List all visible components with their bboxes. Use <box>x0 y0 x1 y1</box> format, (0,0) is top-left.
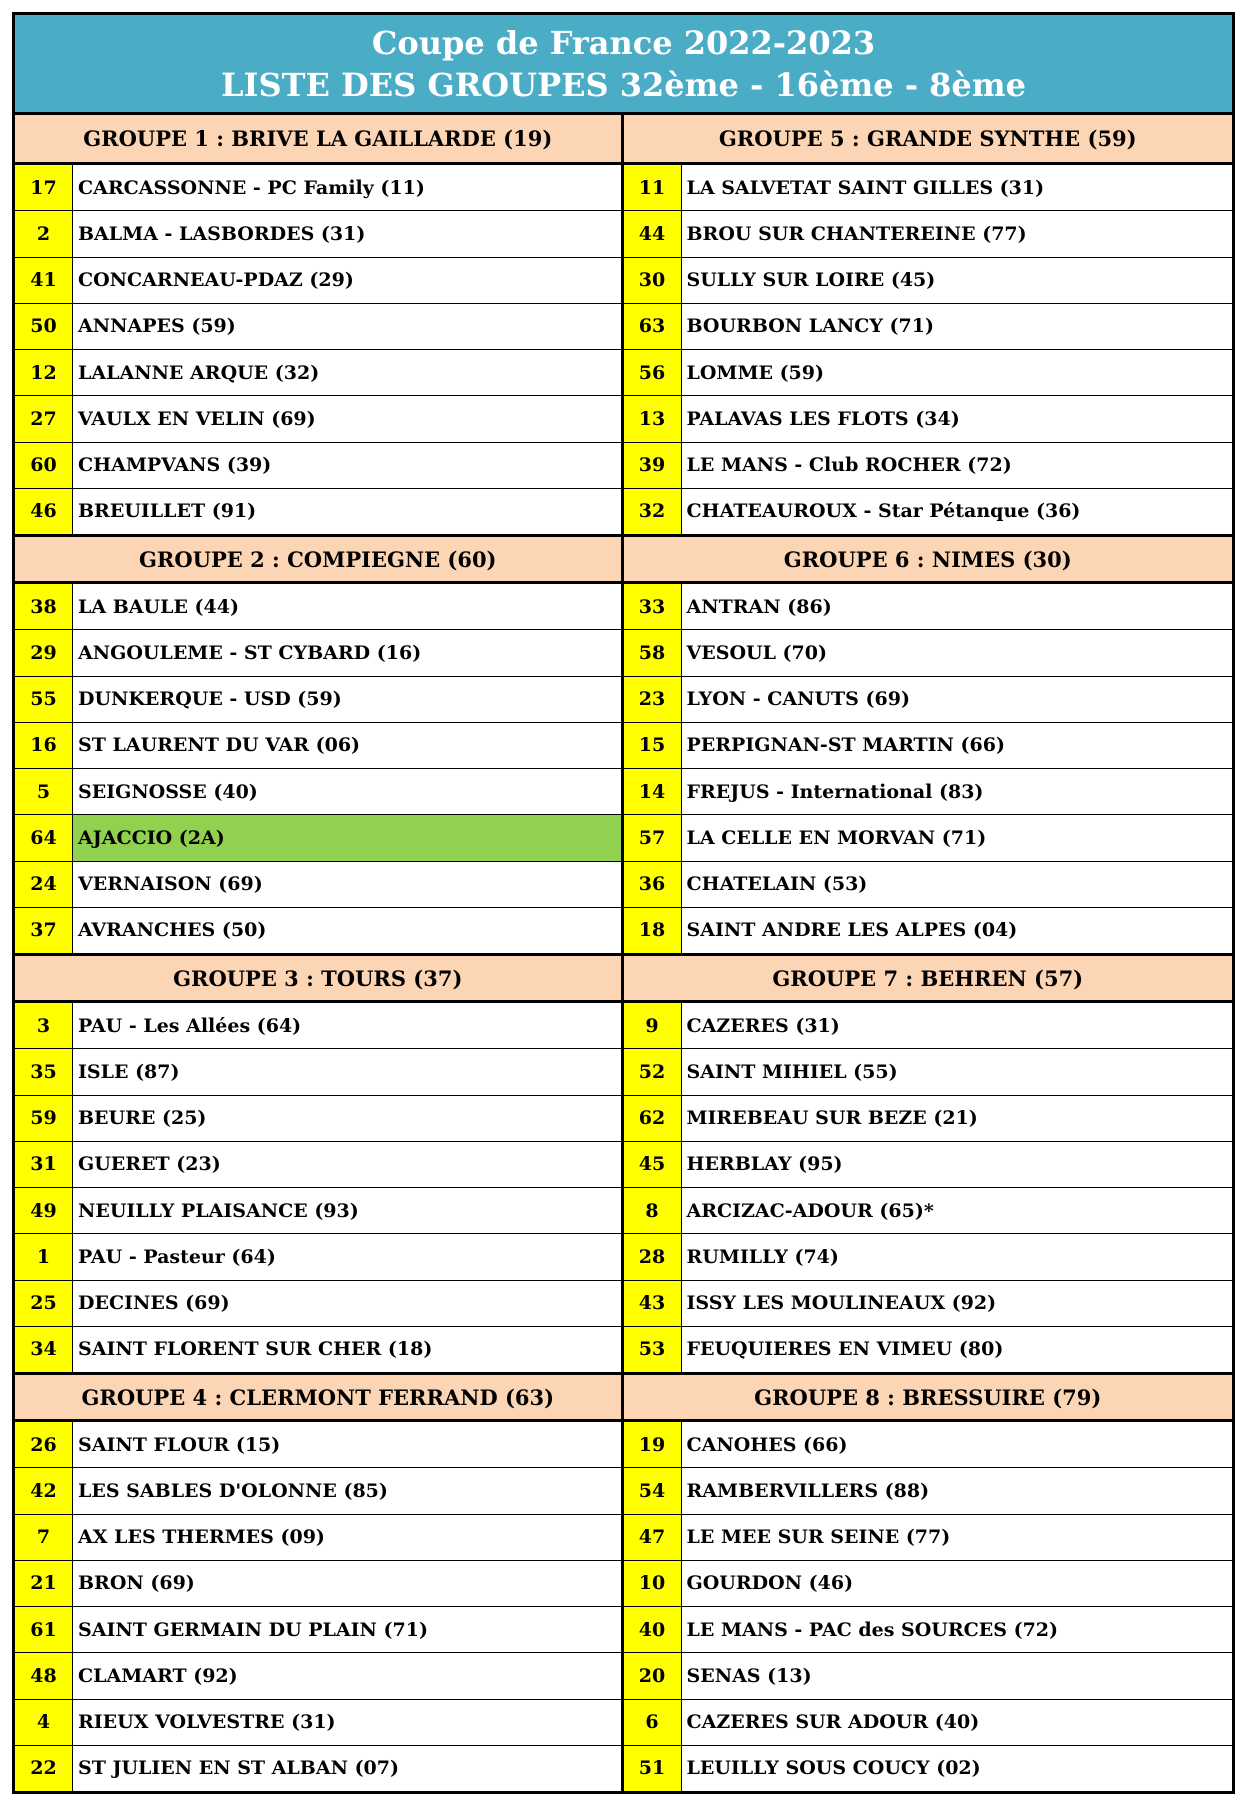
team-name: SEIGNOSSE (40) <box>78 780 258 803</box>
team-row <box>624 1049 1233 1095</box>
team-row <box>624 396 1233 442</box>
team-row <box>624 1096 1233 1142</box>
team-list <box>624 1422 1233 1791</box>
team-row <box>624 723 1233 769</box>
team-row <box>15 1049 621 1095</box>
team-number: 43 <box>624 1281 682 1326</box>
team-name: LEUILLY SOUS COUCY (02) <box>686 1757 981 1780</box>
team-row <box>15 350 621 396</box>
team-row <box>624 584 1233 630</box>
right-column <box>624 115 1233 1791</box>
group-list-sheet <box>12 12 1235 1794</box>
group-block-4 <box>15 1372 621 1791</box>
team-row <box>624 304 1233 350</box>
team-number: 27 <box>15 396 73 441</box>
team-row <box>624 862 1233 908</box>
team-row <box>15 1700 621 1746</box>
team-name: LA BAULE (44) <box>78 595 239 618</box>
team-row <box>624 258 1233 304</box>
team-number: 31 <box>15 1142 73 1187</box>
team-number: 8 <box>624 1188 682 1233</box>
group-block-2 <box>15 534 621 953</box>
team-name: CHATEAUROUX - Star Pétanque (36) <box>686 500 1081 523</box>
team-number: 55 <box>15 677 73 722</box>
team-number: 5 <box>15 769 73 814</box>
team-name: CAZERES SUR ADOUR (40) <box>686 1711 980 1734</box>
team-number: 56 <box>624 350 682 395</box>
team-number: 24 <box>15 862 73 907</box>
team-number: 45 <box>624 1142 682 1187</box>
team-row <box>624 1003 1233 1049</box>
team-name: CHAMPVANS (39) <box>78 454 272 477</box>
team-number: 63 <box>624 304 682 349</box>
title-line-1: Coupe de France 2022-2023 <box>371 23 876 62</box>
team-name: ANNAPES (59) <box>78 315 236 338</box>
team-row <box>624 1700 1233 1746</box>
team-number: 58 <box>624 630 682 675</box>
team-number: 3 <box>15 1003 73 1048</box>
group-header: GROUPE 7 : BEHREN (57) <box>624 953 1233 1003</box>
team-name: AVRANCHES (50) <box>78 919 267 942</box>
team-row <box>15 443 621 489</box>
team-row <box>15 1327 621 1372</box>
team-name: ISSY LES MOULINEAUX (92) <box>686 1292 997 1315</box>
group-header: GROUPE 5 : GRANDE SYNTHE (59) <box>624 115 1233 165</box>
groups-grid <box>15 115 1232 1791</box>
team-number: 47 <box>624 1515 682 1560</box>
team-row <box>624 1515 1233 1561</box>
team-row <box>624 1468 1233 1514</box>
team-name: SULLY SUR LOIRE (45) <box>686 269 936 292</box>
group-block-6 <box>624 534 1233 953</box>
team-name: LE MANS - Club ROCHER (72) <box>686 454 1012 477</box>
team-row <box>624 489 1233 534</box>
group-block-3 <box>15 953 621 1372</box>
team-number: 17 <box>15 165 73 210</box>
team-name: LA SALVETAT SAINT GILLES (31) <box>686 176 1045 199</box>
team-name: CAZERES (31) <box>686 1014 840 1037</box>
team-name: BOURBON LANCY (71) <box>686 315 934 338</box>
team-name: ISLE (87) <box>78 1060 180 1083</box>
team-name: VERNAISON (69) <box>78 873 263 896</box>
team-number: 7 <box>15 1515 73 1560</box>
team-name: BALMA - LASBORDES (31) <box>78 222 366 245</box>
team-row <box>15 630 621 676</box>
team-number: 30 <box>624 258 682 303</box>
team-name: ANGOULEME - ST CYBARD (16) <box>78 641 422 664</box>
team-name: LE MEE SUR SEINE (77) <box>686 1526 951 1549</box>
team-number: 25 <box>15 1281 73 1326</box>
team-row <box>15 1142 621 1188</box>
team-number: 29 <box>15 630 73 675</box>
team-name: CARCASSONNE - PC Family (11) <box>78 176 425 199</box>
team-name: SAINT FLORENT SUR CHER (18) <box>78 1338 433 1361</box>
team-name: RIEUX VOLVESTRE (31) <box>78 1711 336 1734</box>
team-list <box>15 1422 621 1791</box>
team-row <box>624 1142 1233 1188</box>
team-number: 13 <box>624 396 682 441</box>
team-row <box>15 1515 621 1561</box>
team-number: 59 <box>15 1096 73 1141</box>
team-row <box>624 443 1233 489</box>
team-row <box>15 1468 621 1514</box>
team-row <box>624 1653 1233 1699</box>
team-row <box>624 1234 1233 1280</box>
team-number: 57 <box>624 815 682 860</box>
team-number: 40 <box>624 1607 682 1652</box>
team-row <box>15 258 621 304</box>
team-row <box>624 1188 1233 1234</box>
team-number: 33 <box>624 584 682 629</box>
team-row <box>624 769 1233 815</box>
team-number: 19 <box>624 1422 682 1467</box>
team-row <box>15 304 621 350</box>
team-name: SAINT ANDRE LES ALPES (04) <box>686 919 1018 942</box>
group-header: GROUPE 4 : CLERMONT FERRAND (63) <box>15 1372 621 1422</box>
group-block-1 <box>15 115 621 534</box>
team-name: GOURDON (46) <box>686 1572 854 1595</box>
team-number: 38 <box>15 584 73 629</box>
team-name: SAINT FLOUR (15) <box>78 1433 281 1456</box>
team-row <box>15 165 621 211</box>
team-name: ANTRAN (86) <box>686 595 832 618</box>
team-name: GUERET (23) <box>78 1153 221 1176</box>
team-row <box>624 165 1233 211</box>
team-name: AJACCIO (2A) <box>73 815 621 860</box>
team-row <box>15 1746 621 1791</box>
team-row <box>624 350 1233 396</box>
team-name: PALAVAS LES FLOTS (34) <box>686 407 960 430</box>
team-row <box>15 862 621 908</box>
team-list <box>624 165 1233 534</box>
team-name: RAMBERVILLERS (88) <box>686 1479 930 1502</box>
team-name: BROU SUR CHANTEREINE (77) <box>686 222 1027 245</box>
team-row <box>15 1653 621 1699</box>
team-name: BREUILLET (91) <box>78 500 257 523</box>
team-number: 11 <box>624 165 682 210</box>
team-name: FEUQUIERES EN VIMEU (80) <box>686 1338 1004 1361</box>
team-name: LALANNE ARQUE (32) <box>78 361 320 384</box>
team-number: 4 <box>15 1700 73 1745</box>
team-row <box>624 1561 1233 1607</box>
team-row <box>15 489 621 534</box>
team-number: 2 <box>15 211 73 256</box>
team-number: 18 <box>624 908 682 953</box>
team-name: NEUILLY PLAISANCE (93) <box>78 1199 359 1222</box>
team-number: 37 <box>15 908 73 953</box>
group-header: GROUPE 6 : NIMES (30) <box>624 534 1233 584</box>
group-block-7 <box>624 953 1233 1372</box>
team-name: LES SABLES D'OLONNE (85) <box>78 1479 388 1502</box>
team-name: ST LAURENT DU VAR (06) <box>78 734 361 757</box>
team-number: 42 <box>15 1468 73 1513</box>
team-number: 54 <box>624 1468 682 1513</box>
team-number: 6 <box>624 1700 682 1745</box>
team-row <box>624 908 1233 953</box>
title-line-2: LISTE DES GROUPES 32ème - 16ème - 8ème <box>221 65 1026 104</box>
team-row <box>15 769 621 815</box>
team-list <box>624 584 1233 953</box>
team-row <box>15 723 621 769</box>
team-row <box>624 630 1233 676</box>
team-list <box>15 584 621 953</box>
team-row <box>624 677 1233 723</box>
group-block-5 <box>624 115 1233 534</box>
team-row <box>15 815 621 861</box>
team-number: 53 <box>624 1327 682 1372</box>
team-number: 16 <box>15 723 73 768</box>
team-list <box>624 1003 1233 1372</box>
team-row <box>15 396 621 442</box>
team-name: AX LES THERMES (09) <box>78 1526 325 1549</box>
team-number: 32 <box>624 489 682 534</box>
group-header: GROUPE 1 : BRIVE LA GAILLARDE (19) <box>15 115 621 165</box>
team-row <box>624 1422 1233 1468</box>
team-name: LA CELLE EN MORVAN (71) <box>686 826 987 849</box>
team-name: DECINES (69) <box>78 1292 230 1315</box>
team-name: HERBLAY (95) <box>686 1153 843 1176</box>
team-row <box>15 1003 621 1049</box>
team-name: FREJUS - International (83) <box>686 780 984 803</box>
team-row <box>15 1607 621 1653</box>
team-number: 26 <box>15 1422 73 1467</box>
team-number: 51 <box>624 1746 682 1791</box>
team-number: 50 <box>15 304 73 349</box>
team-number: 64 <box>15 815 73 860</box>
team-row <box>15 1096 621 1142</box>
team-number: 12 <box>15 350 73 395</box>
team-row <box>15 584 621 630</box>
group-block-8 <box>624 1372 1233 1791</box>
group-header: GROUPE 3 : TOURS (37) <box>15 953 621 1003</box>
team-row <box>624 815 1233 861</box>
team-name: SENAS (13) <box>686 1664 812 1687</box>
team-name: PERPIGNAN-ST MARTIN (66) <box>686 734 1005 757</box>
team-number: 36 <box>624 862 682 907</box>
team-number: 22 <box>15 1746 73 1791</box>
team-row <box>15 677 621 723</box>
group-header: GROUPE 8 : BRESSUIRE (79) <box>624 1372 1233 1422</box>
team-number: 52 <box>624 1049 682 1094</box>
team-name: LOMME (59) <box>686 361 824 384</box>
title-bar <box>15 15 1232 115</box>
team-name: PAU - Les Allées (64) <box>78 1014 302 1037</box>
team-row <box>624 1746 1233 1791</box>
team-name: DUNKERQUE - USD (59) <box>78 688 342 711</box>
team-row <box>15 1561 621 1607</box>
team-number: 61 <box>15 1607 73 1652</box>
team-name: PAU - Pasteur (64) <box>78 1245 276 1268</box>
team-name: VESOUL (70) <box>686 641 827 664</box>
team-number: 23 <box>624 677 682 722</box>
team-number: 35 <box>15 1049 73 1094</box>
team-list <box>15 165 621 534</box>
team-row <box>15 1234 621 1280</box>
team-number: 49 <box>15 1188 73 1233</box>
team-number: 60 <box>15 443 73 488</box>
team-name: MIREBEAU SUR BEZE (21) <box>686 1107 978 1130</box>
left-column <box>15 115 624 1791</box>
team-number: 34 <box>15 1327 73 1372</box>
team-row <box>624 1607 1233 1653</box>
team-name: VAULX EN VELIN (69) <box>78 407 316 430</box>
team-number: 20 <box>624 1653 682 1698</box>
team-number: 46 <box>15 489 73 534</box>
team-number: 14 <box>624 769 682 814</box>
team-number: 1 <box>15 1234 73 1279</box>
team-row <box>624 1327 1233 1372</box>
team-row <box>15 1281 621 1327</box>
team-number: 10 <box>624 1561 682 1606</box>
team-row <box>15 211 621 257</box>
team-number: 9 <box>624 1003 682 1048</box>
team-number: 28 <box>624 1234 682 1279</box>
team-number: 48 <box>15 1653 73 1698</box>
team-number: 62 <box>624 1096 682 1141</box>
team-row <box>624 1281 1233 1327</box>
team-name: ARCIZAC-ADOUR (65)* <box>686 1199 934 1222</box>
team-row <box>15 1188 621 1234</box>
team-name: CONCARNEAU-PDAZ (29) <box>78 269 354 292</box>
group-header: GROUPE 2 : COMPIEGNE (60) <box>15 534 621 584</box>
team-name: BEURE (25) <box>78 1107 207 1130</box>
team-row <box>15 1422 621 1468</box>
team-number: 15 <box>624 723 682 768</box>
team-name: CANOHES (66) <box>686 1433 848 1456</box>
team-name: LE MANS - PAC des SOURCES (72) <box>686 1618 1058 1641</box>
team-name: LYON - CANUTS (69) <box>686 688 910 711</box>
team-number: 21 <box>15 1561 73 1606</box>
team-row <box>15 908 621 953</box>
team-row <box>624 211 1233 257</box>
team-number: 39 <box>624 443 682 488</box>
team-list <box>15 1003 621 1372</box>
team-name: SAINT MIHIEL (55) <box>686 1060 898 1083</box>
team-name: RUMILLY (74) <box>686 1245 839 1268</box>
team-number: 41 <box>15 258 73 303</box>
team-name: BRON (69) <box>78 1572 195 1595</box>
team-number: 44 <box>624 211 682 256</box>
team-name: CHATELAIN (53) <box>686 873 868 896</box>
team-name: SAINT GERMAIN DU PLAIN (71) <box>78 1618 428 1641</box>
team-name: ST JULIEN EN ST ALBAN (07) <box>78 1757 399 1780</box>
team-name: CLAMART (92) <box>78 1664 238 1687</box>
